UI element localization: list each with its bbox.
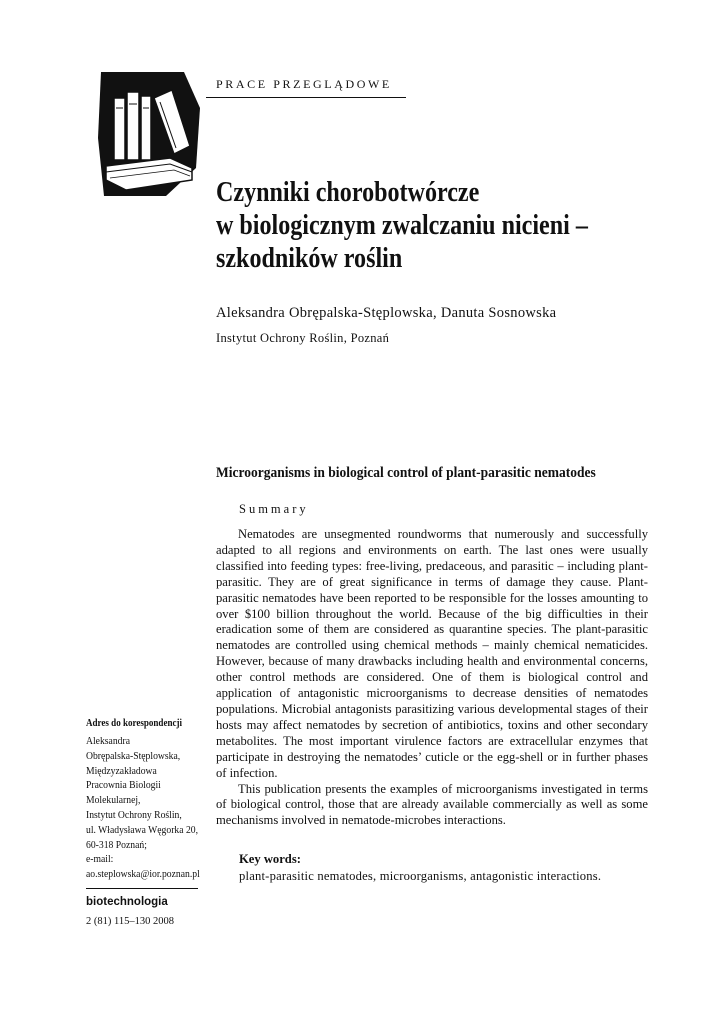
address-line: Aleksandra — [86, 736, 131, 747]
keywords-title: Key words: — [239, 852, 301, 866]
abstract — [216, 527, 648, 829]
title-line: w biologicznym zwalczaniu nicieni – — [216, 210, 588, 241]
address-line: ul. Władysława Węgorka 20, — [86, 824, 199, 836]
address-line: Molekularnej, — [86, 795, 141, 807]
header-divider — [206, 97, 406, 98]
address-line: 60-318 Poznań; — [86, 839, 147, 851]
institution: Instytut Ochrony Roślin, Poznań — [216, 331, 390, 345]
address-line: Instytut Ochrony Roślin, — [86, 809, 182, 821]
books-icon — [96, 68, 206, 198]
article-title — [216, 176, 620, 275]
journal-name: biotechnologia — [86, 896, 168, 908]
title-line: szkodników roślin — [216, 243, 403, 274]
abstract-paragraph: This publication presents the examples of microorganisms investigated in terms of biological control, those that are already available commercially as well as some mechanisms involved in nematode-microbes interactions. — [216, 781, 648, 828]
correspondence-address — [86, 735, 206, 883]
journal-divider — [86, 888, 198, 889]
english-title: Microorganisms in biological control of plant-parasitic nematodes — [216, 465, 596, 481]
journal-issue: 2 (81) 115–130 2008 — [86, 916, 174, 927]
abstract-paragraph: Nematodes are unsegmented roundworms that numerously and successfully adapted to all regions and environments on earth. The last ones were usually classified into feeding types: free-living, predaceous, and parasitic – including plant-parasitic. They are of great significance in terms of damage they cause. Plant-parasitic nematodes have been reported to be responsible for the losses amounting to over $100 billion throughout the world. Because of the big difficulties in their eradication some of them are considered as quarantine species. The plant-parasitic nematodes are controlled using chemical methods – mainly chemical nematicides. However, because of many drawbacks including health and environmental concerns, other control methods are considered. One of them is biological control and application of antagonistic microorganisms to decrease densities of nematodes populations. Microbial antagonists parasitizing various developmental stages of their hosts may affect nematodes by secretion of antibiotics, toxins and other secondary metabolites. The most important virulence factors are extracellular enzymes that participate in destroying the nematodes’ cuticle or the egg-shell or in further phases of infection. — [216, 527, 648, 780]
email-link[interactable]: ao.steplowska@ior.poznan.pl — [86, 869, 200, 881]
address-line: Pracownia Biologii — [86, 780, 161, 792]
authors: Aleksandra Obrępalska-Stęplowska, Danuta Sosnowska — [216, 305, 557, 321]
address-line: Obrępalska-Stęplowska, — [86, 750, 181, 762]
keywords: plant-parasitic nematodes, microorganisms, antagonistic interactions. — [239, 869, 602, 883]
title-line: Czynniki chorobotwórcze — [216, 177, 480, 208]
address-line: Międzyzakładowa — [86, 765, 157, 777]
address-line: e-mail: — [86, 854, 114, 866]
correspondence-heading: Adres do korespondencji — [86, 718, 183, 729]
summary-label: Summary — [239, 502, 309, 516]
section-label: PRACE PRZEGLĄDOWE — [216, 77, 392, 91]
correspondence-block — [86, 718, 206, 883]
